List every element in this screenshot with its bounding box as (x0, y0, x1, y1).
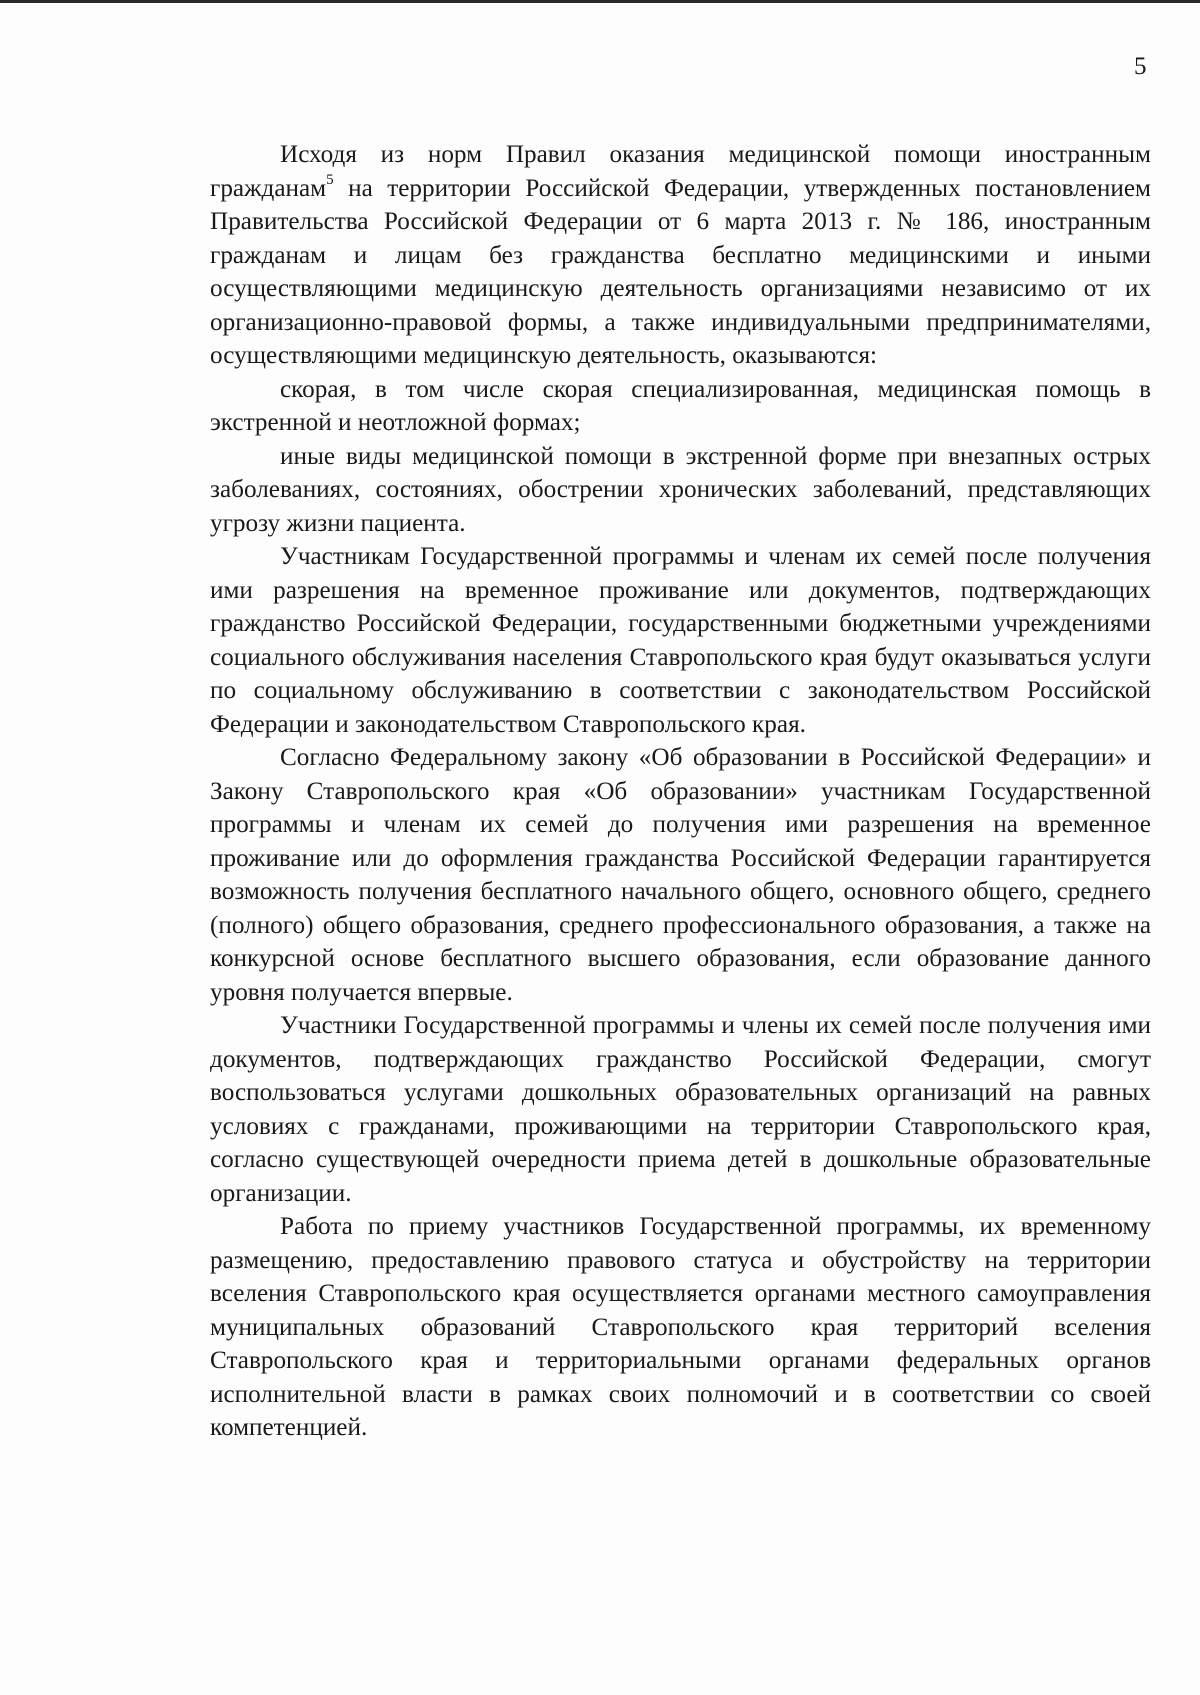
paragraph-reception-work: Работа по приему участников Государственной программы, их временному размещению, предоставлению правового статуса и обустройству на территории вселения Ставропольского края осуществляется органами местного самоуправления муниципальных образований Ставропольского края территорий вселения Ставропольского края и территориальными органами федеральных органов исполнительной власти в рамках своих полномочий и в соответствии со своей компетенцией. (210, 1213, 1151, 1441)
paragraph-text-continued: на территории Российской Федерации, утвержденных постановлением Правительства Российской Федерации от 6 марта 2013 г. № 186, иностранным гражданам и лицам без гражданства бесплатно медицинскими и иными осуществляющими медицинскую деятельность организациями независимо от их организационно-правовой формы, а также индивидуальными предпринимателями, осуществляющими медицинскую деятельность, оказываются: (210, 174, 1151, 369)
paragraph-medical-care-rules (210, 138, 1151, 373)
paragraph-emergency-care: скорая, в том числе скорая специализированная, медицинская помощь в экстренной и неотложной формах; (210, 375, 1151, 436)
paragraph-preschool: Участники Государственной программы и члены их семей после получения ими документов, подтверждающих гражданство Российской Федерации, смогут воспользоваться услугами дошкольных образовательных организаций на равных условиях с гражданами, проживающими на территории Ставропольского края, согласно существующей очередности приема детей в дошкольные образовательные организации. (210, 1012, 1151, 1207)
paragraph-education: Согласно Федеральному закону «Об образовании в Российской Федерации» и Закону Ставропольского края «Об образовании» участникам Государственной программы и членам их семей до получения ими разрешения на временное проживание или до оформления гражданства Российской Федерации гарантируется возможность получения бесплатного начального общего, основного общего, среднего (полного) общего образования, среднего профессионального образования, а также на конкурсной основе бесплатного высшего образования, если образование данного уровня получается впервые. (210, 744, 1151, 1006)
footnote-marker: 5 (326, 172, 334, 189)
top-border-line (0, 0, 1200, 3)
paragraph-other-care: иные виды медицинской помощи в экстренной форме при внезапных острых заболеваниях, состояниях, обострении хронических заболеваний, представляющих угрозу жизни пациента. (210, 442, 1151, 537)
document-body (210, 138, 1151, 1445)
paragraph-text: Исходя из норм Правил оказания медицинской помощи иностранным гражданам (210, 141, 1151, 202)
page-number: 5 (1134, 53, 1147, 80)
paragraph-social-services: Участникам Государственной программы и членам их семей после получения ими разрешения на временное проживание или документов, подтверждающих гражданство Российской Федерации, государственными бюджетными учреждениями социального обслуживания населения Ставропольского края будут оказываться услуги по социальному обслуживанию в соответствии с законодательством Российской Федерации и законодательством Ставропольского края. (210, 543, 1151, 738)
